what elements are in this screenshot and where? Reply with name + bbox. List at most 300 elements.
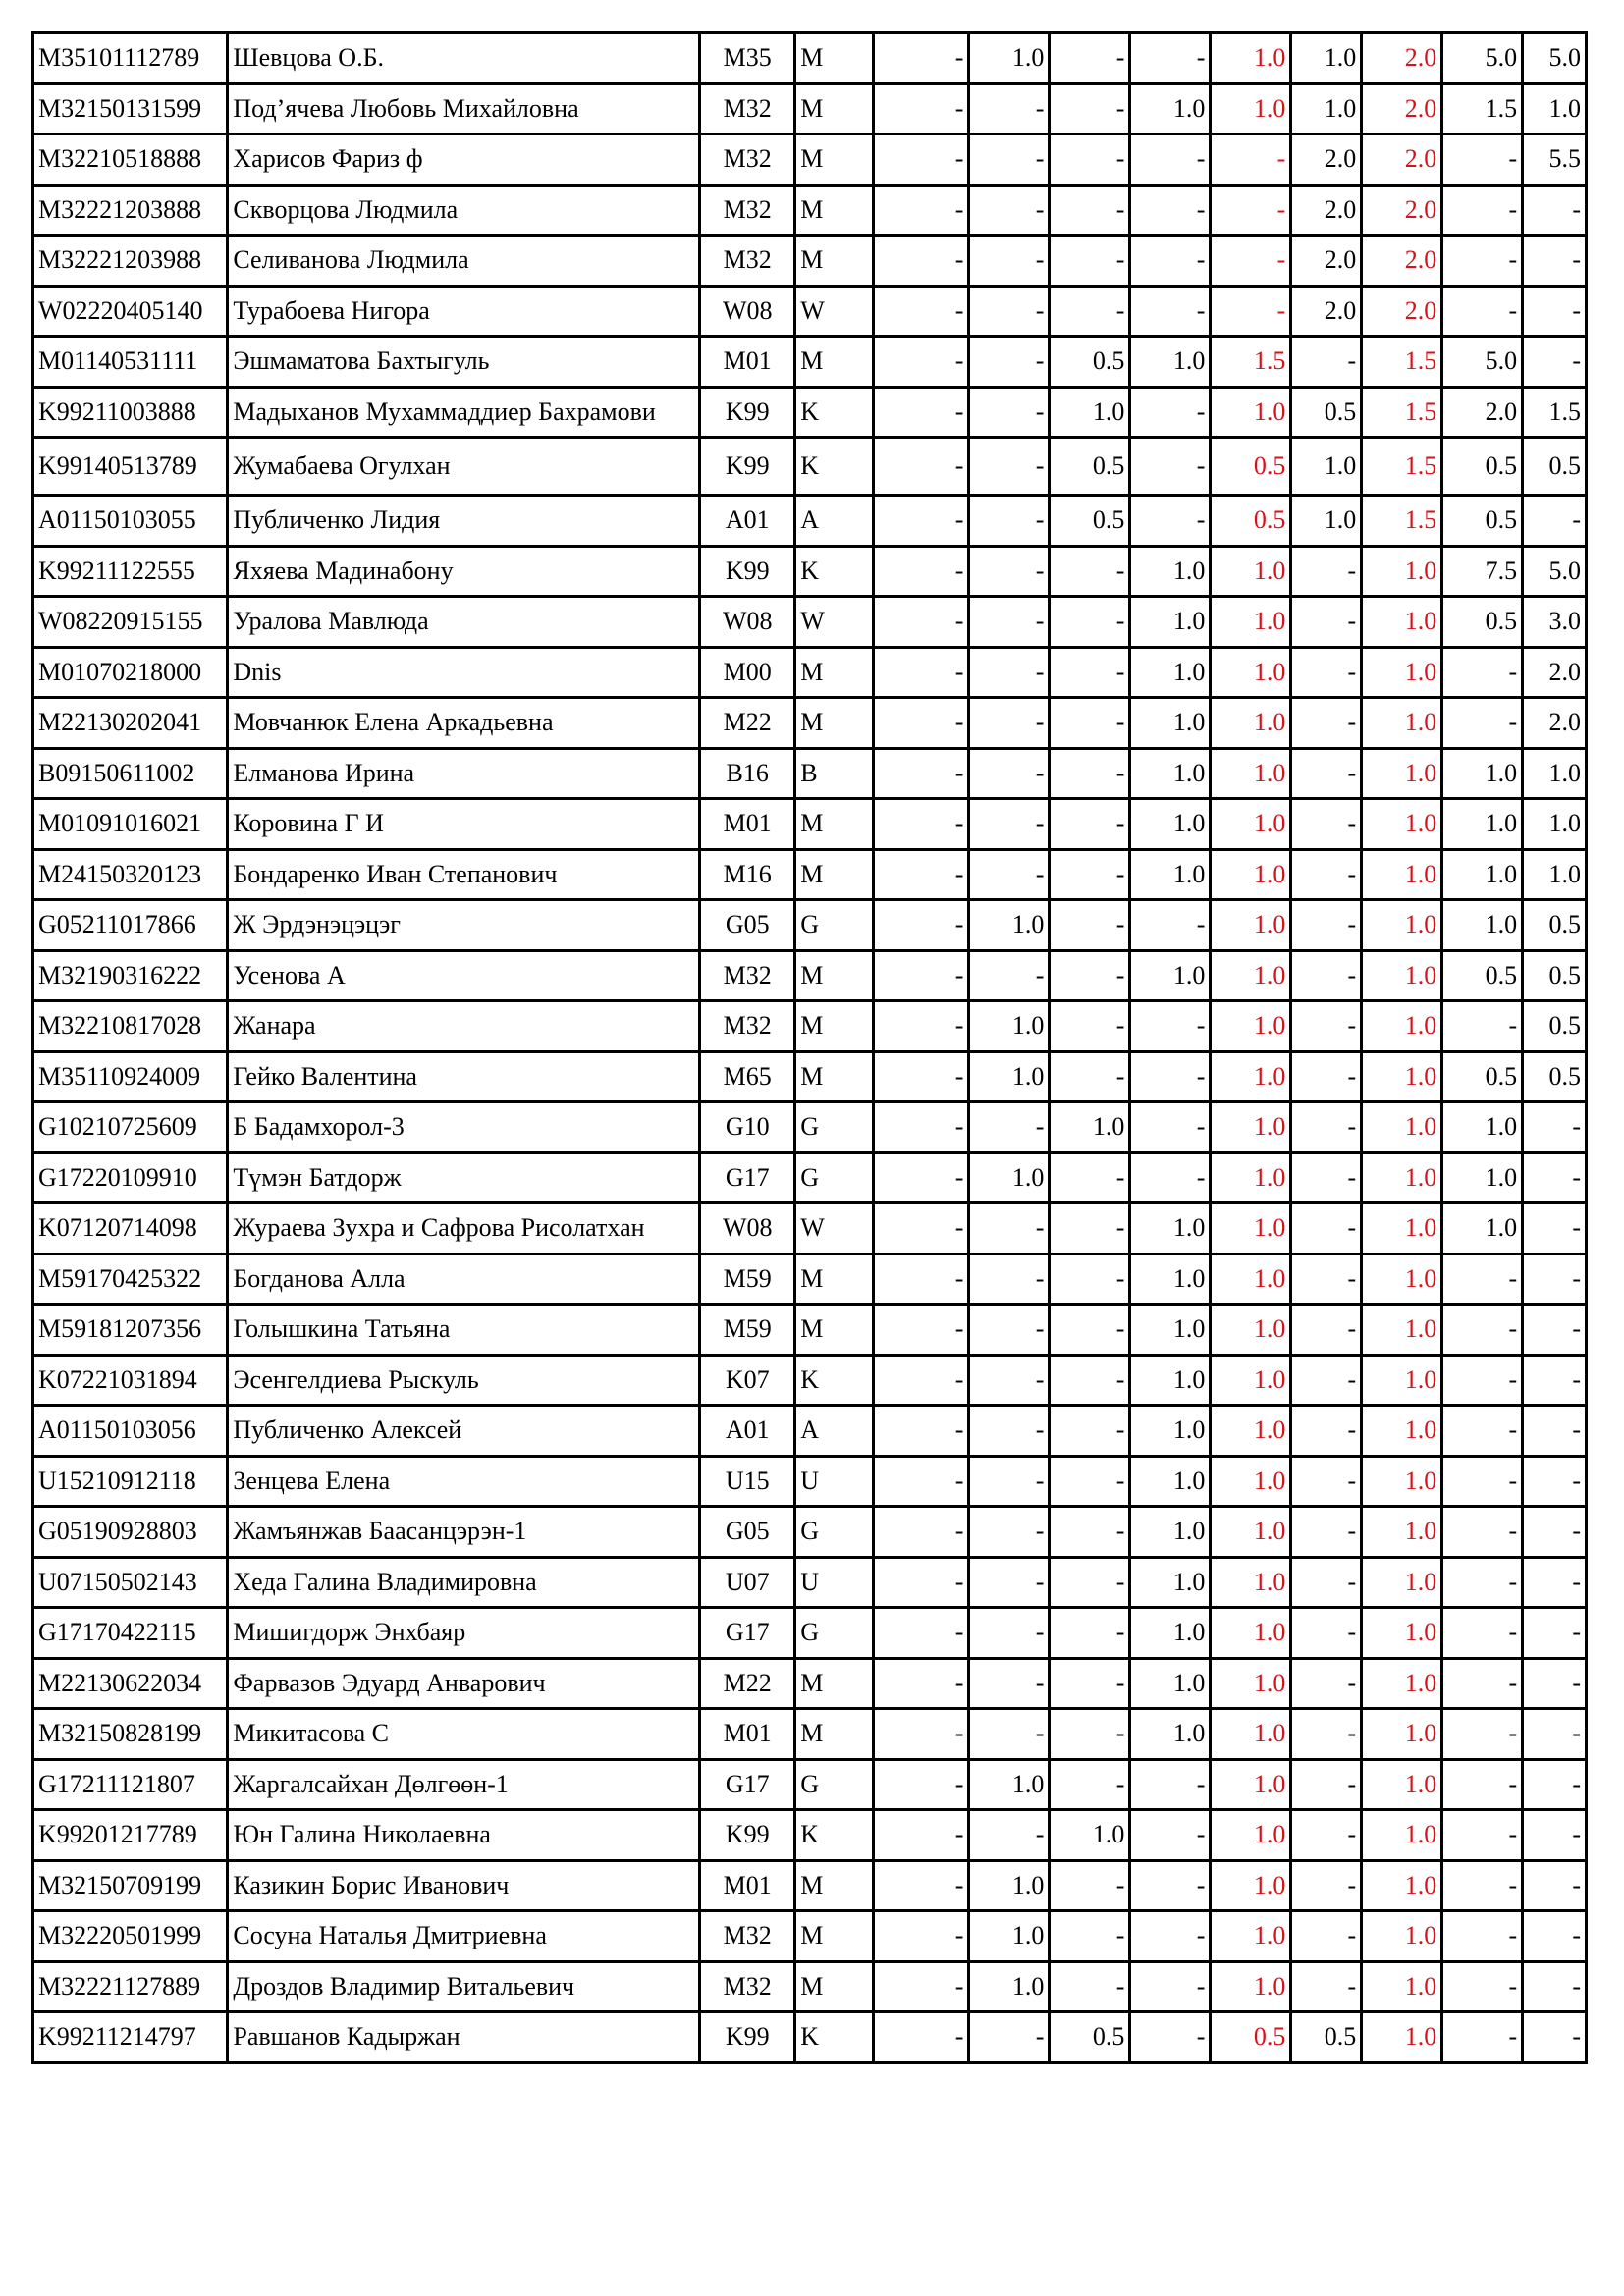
value-9: 1.5	[1523, 387, 1587, 438]
value-7-total: 1.0	[1362, 799, 1442, 850]
table-row	[33, 1911, 1587, 1962]
value-9: -	[1523, 1810, 1587, 1861]
value-6: -	[1291, 1961, 1362, 2012]
group-code: M16	[700, 849, 795, 900]
group-code: M01	[700, 337, 795, 388]
value-1: -	[874, 33, 969, 84]
value-8: -	[1442, 1355, 1523, 1406]
table-row	[33, 1305, 1587, 1356]
table-row	[33, 1001, 1587, 1052]
value-6: -	[1291, 1810, 1362, 1861]
member-code: K07120714098	[33, 1203, 228, 1255]
value-6: -	[1291, 1406, 1362, 1457]
value-8: 1.0	[1442, 748, 1523, 799]
value-7-total: 1.0	[1362, 698, 1442, 749]
value-8: -	[1442, 286, 1523, 337]
value-3: 0.5	[1050, 496, 1130, 547]
value-5-subtotal: 1.0	[1211, 1456, 1291, 1507]
value-4: -	[1130, 1810, 1211, 1861]
member-code: M32221203888	[33, 185, 228, 236]
value-3: -	[1050, 546, 1130, 597]
member-code: B09150611002	[33, 748, 228, 799]
value-1: -	[874, 1810, 969, 1861]
value-3: -	[1050, 1456, 1130, 1507]
value-3: -	[1050, 286, 1130, 337]
value-1: -	[874, 546, 969, 597]
value-2: -	[969, 1557, 1050, 1608]
value-2: -	[969, 546, 1050, 597]
value-8: -	[1442, 1658, 1523, 1709]
value-1: -	[874, 1152, 969, 1203]
table-row	[33, 1709, 1587, 1760]
value-4: -	[1130, 1911, 1211, 1962]
value-5-subtotal: 1.0	[1211, 1759, 1291, 1810]
member-name: Эшмаматова Бахтыгуль	[228, 337, 700, 388]
value-9: -	[1523, 1355, 1587, 1406]
value-8: 0.5	[1442, 597, 1523, 648]
group-code: M59	[700, 1305, 795, 1356]
value-5-subtotal: 1.0	[1211, 900, 1291, 951]
value-2: -	[969, 1254, 1050, 1305]
value-1: -	[874, 1203, 969, 1255]
table-row	[33, 1254, 1587, 1305]
value-9: -	[1523, 1456, 1587, 1507]
value-3: -	[1050, 236, 1130, 287]
value-8: -	[1442, 1406, 1523, 1457]
value-4: 1.0	[1130, 950, 1211, 1001]
value-1: -	[874, 1406, 969, 1457]
group-code: A01	[700, 496, 795, 547]
value-3: -	[1050, 647, 1130, 698]
value-8: 0.5	[1442, 950, 1523, 1001]
value-1: -	[874, 134, 969, 186]
group-code: M32	[700, 236, 795, 287]
table-row	[33, 1051, 1587, 1102]
member-name: Шевцова О.Б.	[228, 33, 700, 84]
member-code: M22130202041	[33, 698, 228, 749]
value-9: 1.0	[1523, 83, 1587, 134]
value-4: 1.0	[1130, 1557, 1211, 1608]
value-8: 0.5	[1442, 1051, 1523, 1102]
value-8: -	[1442, 1709, 1523, 1760]
table-row	[33, 1406, 1587, 1457]
value-2: -	[969, 286, 1050, 337]
value-4: 1.0	[1130, 1507, 1211, 1558]
value-3: 0.5	[1050, 337, 1130, 388]
value-8: -	[1442, 1911, 1523, 1962]
member-name: Харисов Фариз ф	[228, 134, 700, 186]
table-row	[33, 950, 1587, 1001]
value-2: 1.0	[969, 1001, 1050, 1052]
value-2: -	[969, 1507, 1050, 1558]
value-2: -	[969, 1203, 1050, 1255]
member-name: Түмэн Батдорж	[228, 1152, 700, 1203]
value-6: 2.0	[1291, 236, 1362, 287]
value-4: 1.0	[1130, 1355, 1211, 1406]
value-7-total: 1.0	[1362, 950, 1442, 1001]
value-9: -	[1523, 337, 1587, 388]
value-3: -	[1050, 1001, 1130, 1052]
country-letter: K	[795, 438, 874, 496]
member-name: Б Бадамхорол-3	[228, 1102, 700, 1153]
value-5-subtotal: 1.0	[1211, 1860, 1291, 1911]
value-5-subtotal: 1.0	[1211, 1557, 1291, 1608]
value-4: -	[1130, 496, 1211, 547]
value-3: -	[1050, 950, 1130, 1001]
value-6: -	[1291, 849, 1362, 900]
value-2: -	[969, 1658, 1050, 1709]
value-7-total: 1.0	[1362, 1355, 1442, 1406]
value-7-total: 1.0	[1362, 1658, 1442, 1709]
member-name: Коровина Г И	[228, 799, 700, 850]
country-letter: W	[795, 597, 874, 648]
value-4: 1.0	[1130, 337, 1211, 388]
value-1: -	[874, 236, 969, 287]
table-row	[33, 849, 1587, 900]
country-letter: K	[795, 546, 874, 597]
country-letter: K	[795, 1810, 874, 1861]
table-row	[33, 286, 1587, 337]
value-6: -	[1291, 799, 1362, 850]
value-6: -	[1291, 1001, 1362, 1052]
value-4: -	[1130, 1001, 1211, 1052]
value-1: -	[874, 1961, 969, 2012]
member-name: Усенова А	[228, 950, 700, 1001]
member-code: A01150103056	[33, 1406, 228, 1457]
value-2: -	[969, 1406, 1050, 1457]
group-code: W08	[700, 1203, 795, 1255]
group-code: G17	[700, 1759, 795, 1810]
value-1: -	[874, 286, 969, 337]
value-2: -	[969, 1102, 1050, 1153]
member-name: Дроздов Владимир Витальевич	[228, 1961, 700, 2012]
table-row	[33, 33, 1587, 84]
country-letter: G	[795, 1507, 874, 1558]
group-code: M32	[700, 1001, 795, 1052]
group-code: M32	[700, 1961, 795, 2012]
value-4: -	[1130, 236, 1211, 287]
value-4: 1.0	[1130, 1406, 1211, 1457]
value-4: 1.0	[1130, 83, 1211, 134]
value-1: -	[874, 1860, 969, 1911]
value-7-total: 1.0	[1362, 1911, 1442, 1962]
value-5-subtotal: 1.0	[1211, 33, 1291, 84]
value-4: -	[1130, 286, 1211, 337]
member-code: G17211121807	[33, 1759, 228, 1810]
value-8: -	[1442, 647, 1523, 698]
value-7-total: 1.0	[1362, 1203, 1442, 1255]
value-7-total: 1.0	[1362, 748, 1442, 799]
value-9: 5.0	[1523, 546, 1587, 597]
member-code: M32150131599	[33, 83, 228, 134]
value-3: 1.0	[1050, 1102, 1130, 1153]
value-3: 0.5	[1050, 438, 1130, 496]
value-2: -	[969, 1709, 1050, 1760]
member-name: Юн Галина Николаевна	[228, 1810, 700, 1861]
country-letter: M	[795, 849, 874, 900]
member-name: Селиванова Людмила	[228, 236, 700, 287]
value-9: -	[1523, 1709, 1587, 1760]
value-1: -	[874, 1507, 969, 1558]
value-2: -	[969, 849, 1050, 900]
value-2: -	[969, 799, 1050, 850]
value-1: -	[874, 438, 969, 496]
value-1: -	[874, 1355, 969, 1406]
value-6: -	[1291, 748, 1362, 799]
value-4: 1.0	[1130, 1305, 1211, 1356]
member-code: U07150502143	[33, 1557, 228, 1608]
value-1: -	[874, 1051, 969, 1102]
value-5-subtotal: 1.0	[1211, 1608, 1291, 1659]
value-4: -	[1130, 438, 1211, 496]
member-name: Публиченко Лидия	[228, 496, 700, 547]
member-name: Dnis	[228, 647, 700, 698]
value-3: -	[1050, 1051, 1130, 1102]
group-code: M22	[700, 698, 795, 749]
country-letter: M	[795, 236, 874, 287]
value-4: -	[1130, 387, 1211, 438]
member-code: G10210725609	[33, 1102, 228, 1153]
value-5-subtotal: 0.5	[1211, 496, 1291, 547]
value-2: -	[969, 1355, 1050, 1406]
value-4: 1.0	[1130, 1658, 1211, 1709]
value-7-total: 1.0	[1362, 849, 1442, 900]
value-3: -	[1050, 1152, 1130, 1203]
member-name: Сосуна Наталья Дмитриевна	[228, 1911, 700, 1962]
table-row	[33, 2012, 1587, 2063]
country-letter: A	[795, 1406, 874, 1457]
value-6: -	[1291, 1860, 1362, 1911]
country-letter: M	[795, 1961, 874, 2012]
value-3: -	[1050, 1203, 1130, 1255]
value-7-total: 1.0	[1362, 1759, 1442, 1810]
member-code: M32150828199	[33, 1709, 228, 1760]
value-1: -	[874, 1658, 969, 1709]
table-row	[33, 748, 1587, 799]
value-2: -	[969, 496, 1050, 547]
value-8: 0.5	[1442, 438, 1523, 496]
group-code: W08	[700, 286, 795, 337]
value-8: 7.5	[1442, 546, 1523, 597]
member-code: M32220501999	[33, 1911, 228, 1962]
value-4: 1.0	[1130, 799, 1211, 850]
value-3: -	[1050, 1608, 1130, 1659]
value-3: -	[1050, 1911, 1130, 1962]
member-code: M01070218000	[33, 647, 228, 698]
value-7-total: 2.0	[1362, 134, 1442, 186]
table-row	[33, 1355, 1587, 1406]
value-2: -	[969, 748, 1050, 799]
value-4: -	[1130, 1759, 1211, 1810]
member-code: W02220405140	[33, 286, 228, 337]
value-2: 1.0	[969, 1911, 1050, 1962]
member-code: G05190928803	[33, 1507, 228, 1558]
value-3: -	[1050, 1709, 1130, 1760]
value-2: 1.0	[969, 1860, 1050, 1911]
member-name: Мадыханов Мухаммaддиер Бахрамови	[228, 387, 700, 438]
group-code: M59	[700, 1254, 795, 1305]
member-code: M35110924009	[33, 1051, 228, 1102]
value-6: -	[1291, 1102, 1362, 1153]
value-6: 0.5	[1291, 387, 1362, 438]
country-letter: M	[795, 1305, 874, 1356]
value-9: 5.0	[1523, 33, 1587, 84]
country-letter: M	[795, 1254, 874, 1305]
value-6: -	[1291, 1203, 1362, 1255]
value-9: -	[1523, 1608, 1587, 1659]
value-8: -	[1442, 236, 1523, 287]
value-5-subtotal: 1.0	[1211, 1406, 1291, 1457]
value-2: -	[969, 83, 1050, 134]
group-code: U15	[700, 1456, 795, 1507]
member-code: K99211214797	[33, 2012, 228, 2063]
value-5-subtotal: 1.5	[1211, 337, 1291, 388]
member-name: Уралова Мавлюда	[228, 597, 700, 648]
country-letter: U	[795, 1456, 874, 1507]
value-4: -	[1130, 1152, 1211, 1203]
value-9: 1.0	[1523, 748, 1587, 799]
value-4: 1.0	[1130, 597, 1211, 648]
value-8: -	[1442, 1001, 1523, 1052]
value-2: -	[969, 438, 1050, 496]
value-9: 0.5	[1523, 900, 1587, 951]
value-4: -	[1130, 1961, 1211, 2012]
value-6: -	[1291, 337, 1362, 388]
value-3: -	[1050, 83, 1130, 134]
table-row	[33, 337, 1587, 388]
country-letter: G	[795, 900, 874, 951]
table-row	[33, 1658, 1587, 1709]
value-2: 1.0	[969, 33, 1050, 84]
value-6: -	[1291, 1759, 1362, 1810]
value-9: 2.0	[1523, 647, 1587, 698]
value-5-subtotal: 0.5	[1211, 438, 1291, 496]
member-code: G17170422115	[33, 1608, 228, 1659]
value-9: 1.0	[1523, 849, 1587, 900]
value-2: -	[969, 1608, 1050, 1659]
value-3: -	[1050, 1860, 1130, 1911]
value-6: 1.0	[1291, 496, 1362, 547]
value-4: 1.0	[1130, 1254, 1211, 1305]
member-code: M32210817028	[33, 1001, 228, 1052]
table-row	[33, 900, 1587, 951]
member-name: Равшанов Кадыржан	[228, 2012, 700, 2063]
member-code: G05211017866	[33, 900, 228, 951]
value-9: 2.0	[1523, 698, 1587, 749]
value-3: -	[1050, 849, 1130, 900]
value-5-subtotal: 1.0	[1211, 1001, 1291, 1052]
value-2: -	[969, 2012, 1050, 2063]
value-5-subtotal: 1.0	[1211, 849, 1291, 900]
value-9: 3.0	[1523, 597, 1587, 648]
value-3: -	[1050, 1961, 1130, 2012]
value-6: -	[1291, 1456, 1362, 1507]
member-code: A01150103055	[33, 496, 228, 547]
value-7-total: 1.0	[1362, 1051, 1442, 1102]
value-6: -	[1291, 1911, 1362, 1962]
value-6: -	[1291, 1152, 1362, 1203]
value-6: -	[1291, 1305, 1362, 1356]
value-5-subtotal: 1.0	[1211, 1355, 1291, 1406]
member-name: Фарвазов Эдуард Анварович	[228, 1658, 700, 1709]
value-4: 1.0	[1130, 1608, 1211, 1659]
country-letter: M	[795, 799, 874, 850]
member-code: M32221203988	[33, 236, 228, 287]
member-name: Турабоева Нигора	[228, 286, 700, 337]
value-8: -	[1442, 1608, 1523, 1659]
value-4: 1.0	[1130, 546, 1211, 597]
value-7-total: 1.0	[1362, 1557, 1442, 1608]
country-letter: G	[795, 1759, 874, 1810]
value-2: 1.0	[969, 1961, 1050, 2012]
value-6: -	[1291, 1557, 1362, 1608]
value-1: -	[874, 1911, 969, 1962]
table-row	[33, 1102, 1587, 1153]
value-3: -	[1050, 799, 1130, 850]
value-6: -	[1291, 1507, 1362, 1558]
value-1: -	[874, 950, 969, 1001]
table-row	[33, 83, 1587, 134]
table-row	[33, 1810, 1587, 1861]
table-row	[33, 438, 1587, 496]
value-6: -	[1291, 1658, 1362, 1709]
value-9: -	[1523, 2012, 1587, 2063]
value-5-subtotal: 1.0	[1211, 597, 1291, 648]
value-6: 2.0	[1291, 185, 1362, 236]
value-6: -	[1291, 597, 1362, 648]
table-row	[33, 647, 1587, 698]
value-4: 1.0	[1130, 1709, 1211, 1760]
member-name: Голышкина Татьяна	[228, 1305, 700, 1356]
value-7-total: 1.0	[1362, 597, 1442, 648]
member-code: K07221031894	[33, 1355, 228, 1406]
value-1: -	[874, 337, 969, 388]
member-code: M59181207356	[33, 1305, 228, 1356]
member-name: Мовчанюк Елена Аркадьевна	[228, 698, 700, 749]
value-3: -	[1050, 1254, 1130, 1305]
table-row	[33, 546, 1587, 597]
table-row	[33, 387, 1587, 438]
value-6: -	[1291, 698, 1362, 749]
country-letter: M	[795, 33, 874, 84]
value-8: -	[1442, 1759, 1523, 1810]
country-letter: U	[795, 1557, 874, 1608]
value-8: 5.0	[1442, 337, 1523, 388]
member-name: Жанара	[228, 1001, 700, 1052]
value-9: -	[1523, 1102, 1587, 1153]
value-3: -	[1050, 1355, 1130, 1406]
value-7-total: 1.0	[1362, 1254, 1442, 1305]
value-7-total: 2.0	[1362, 236, 1442, 287]
table-row	[33, 1759, 1587, 1810]
group-code: G17	[700, 1608, 795, 1659]
member-code: K99211003888	[33, 387, 228, 438]
table-row	[33, 185, 1587, 236]
country-letter: W	[795, 286, 874, 337]
member-name: Мишигдорж Энхбаяр	[228, 1608, 700, 1659]
group-code: A01	[700, 1406, 795, 1457]
value-3: -	[1050, 900, 1130, 951]
value-9: 0.5	[1523, 438, 1587, 496]
value-8: -	[1442, 1305, 1523, 1356]
value-5-subtotal: -	[1211, 236, 1291, 287]
value-9: -	[1523, 1305, 1587, 1356]
member-name: Эсенгелдиева Рыскуль	[228, 1355, 700, 1406]
member-name: Зенцева Елена	[228, 1456, 700, 1507]
member-name: Гейко Валентина	[228, 1051, 700, 1102]
value-8: -	[1442, 1456, 1523, 1507]
value-1: -	[874, 2012, 969, 2063]
